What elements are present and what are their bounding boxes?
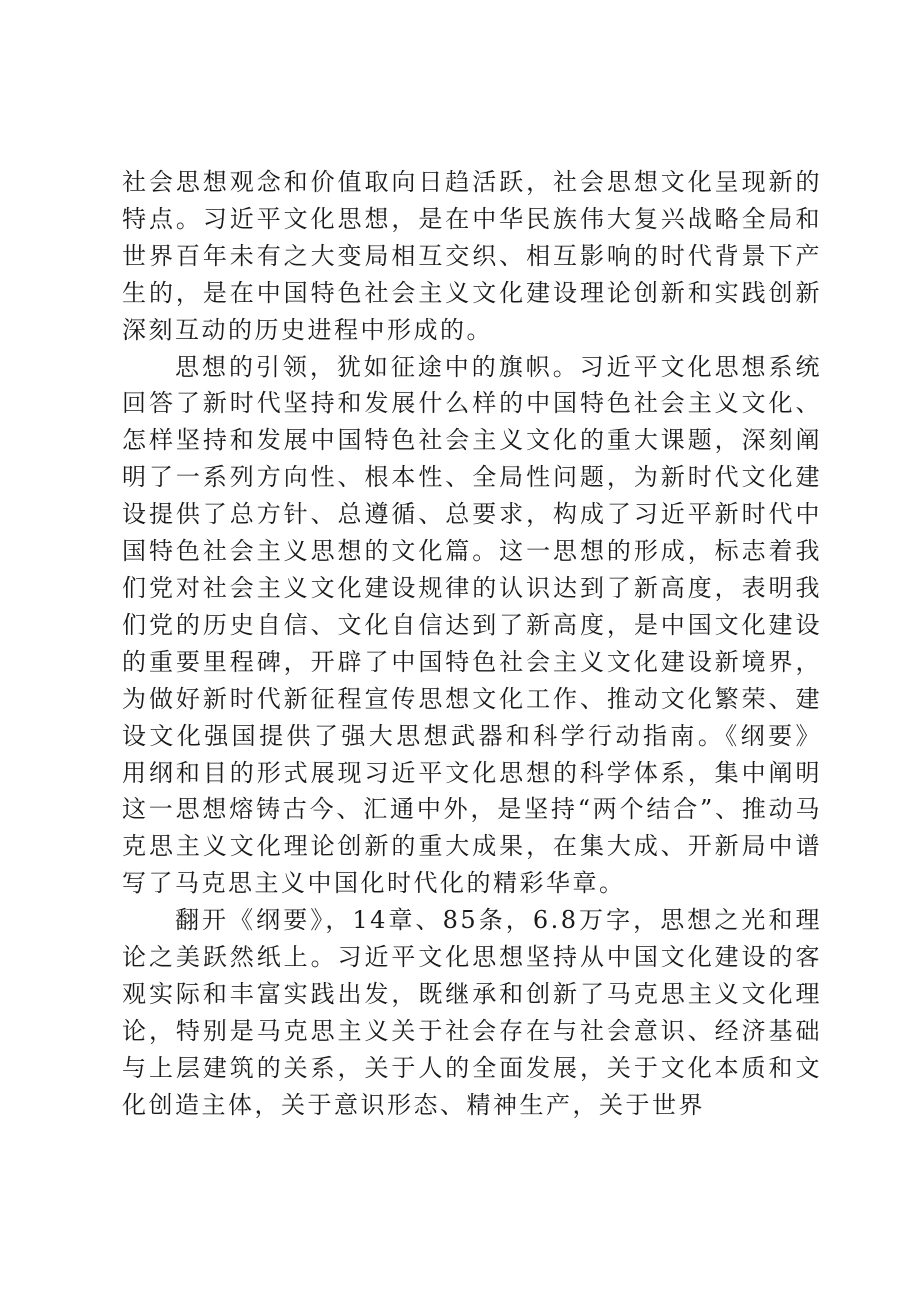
paragraph-3: 翻开《纲要》，14章、85条，6.8万字，思想之光和理论之美跃然纸上。习近平文化思想坚持从中国文化建设的客观实际和丰富实践出发，既继承和创新了马克思主义文化理论，特别是马克思主义关于社会存在与社会意识、经济基础与上层建筑的关系，关于人的全面发展，关于文化本质和文化创造主体，关于意识形态、精神生产，关于世界: [122, 906, 822, 1119]
paragraph-1: 社会思想观念和价值取向日趋活跃，社会思想文化呈现新的特点。习近平文化思想，是在中华民族伟大复兴战略全局和世界百年未有之大变局相互交织、相互影响的时代背景下产生的，是在中国特色社会主义文化建设理论创新和实践创新深刻互动的历史进程中形成的。: [122, 168, 822, 344]
paragraph-2: 思想的引领，犹如征途中的旗帜。习近平文化思想系统回答了新时代坚持和发展什么样的中国特色社会主义文化、怎样坚持和发展中国特色社会主义文化的重大课题，深刻阐明了一系列方向性、根本性、全局性问题，为新时代文化建设提供了总方针、总遵循、总要求，构成了习近平新时代中国特色社会主义思想的文化篇。这一思想的形成，标志着我们党对社会主义文化建设规律的认识达到了新高度，表明我们党的历史自信、文化自信达到了新高度，是中国文化建设的重要里程碑，开辟了中国特色社会主义文化建设新境界，为做好新时代新征程宣传思想文化工作、推动文化繁荣、建设文化强国提供了强大思想武器和科学行动指南。《纲要》用纲和目的形式展现习近平文化思想的科学体系，集中阐明这一思想熔铸古今、汇通中外，是坚持“两个结合”、推动马克思主义文化理论创新的重大成果，在集大成、开新局中谱写了马克思主义中国化时代化的精彩华章。: [122, 352, 822, 898]
document-body: [122, 164, 822, 1124]
